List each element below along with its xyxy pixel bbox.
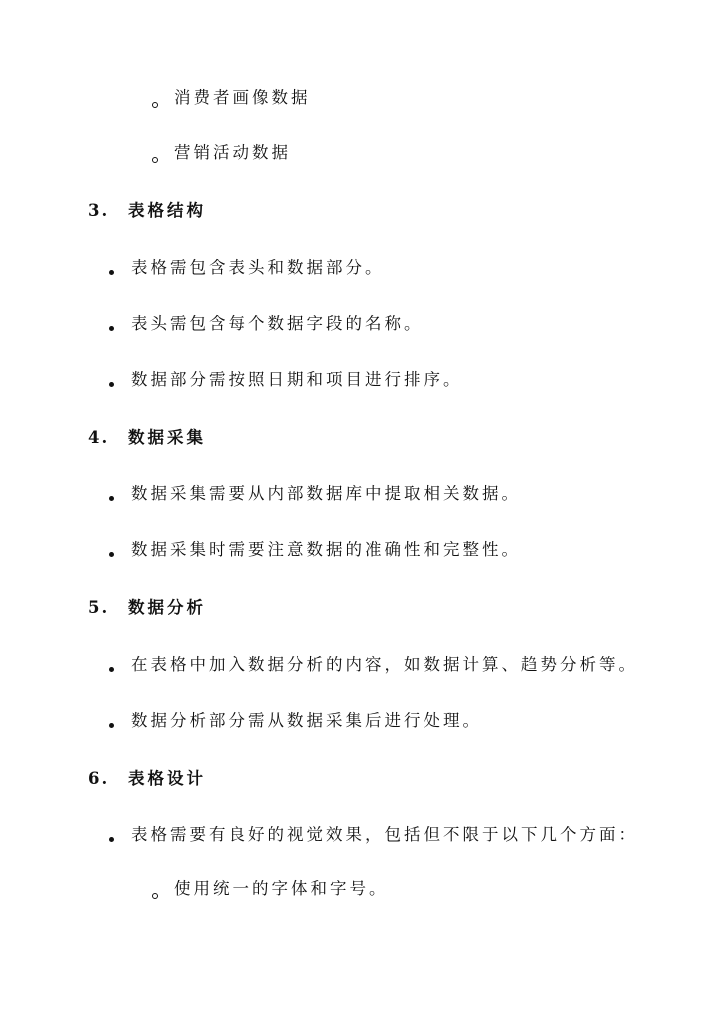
section-heading	[88, 769, 206, 789]
sub-bullet-circle-icon	[152, 102, 158, 108]
section-heading	[88, 428, 206, 448]
list-item: 数据部分需按照日期和项目进行排序。	[131, 370, 463, 389]
section-heading	[88, 598, 206, 618]
sub-list-item: 营销活动数据	[174, 143, 291, 162]
section-number: 4.	[88, 428, 110, 447]
section-number: 6.	[88, 769, 110, 788]
bullet-dot-icon	[109, 723, 114, 728]
section-title: 表格结构	[127, 201, 206, 220]
section-number: 3.	[88, 201, 110, 220]
bullet-dot-icon	[109, 552, 114, 557]
section-number: 5.	[88, 598, 110, 617]
list-item: 数据采集时需要注意数据的准确性和完整性。	[131, 540, 521, 559]
section-heading	[88, 201, 206, 221]
list-item: 数据分析部分需从数据采集后进行处理。	[131, 711, 482, 730]
bullet-dot-icon	[109, 382, 114, 387]
bullet-dot-icon	[109, 667, 114, 672]
list-item: 表格需包含表头和数据部分。	[131, 258, 385, 277]
sub-list-item: 消费者画像数据	[174, 88, 311, 107]
sub-bullet-circle-icon	[152, 893, 158, 899]
list-item: 数据采集需要从内部数据库中提取相关数据。	[131, 484, 521, 503]
sub-list-item: 使用统一的字体和字号。	[174, 879, 389, 898]
list-item: 表头需包含每个数据字段的名称。	[131, 314, 424, 333]
sub-bullet-circle-icon	[152, 157, 158, 163]
section-title: 数据采集	[127, 428, 206, 447]
bullet-dot-icon	[109, 326, 114, 331]
list-item: 在表格中加入数据分析的内容，如数据计算、趋势分析等。	[131, 655, 638, 674]
bullet-dot-icon	[109, 496, 114, 501]
section-title: 表格设计	[127, 769, 206, 788]
bullet-dot-icon	[109, 837, 114, 842]
bullet-dot-icon	[109, 270, 114, 275]
section-title: 数据分析	[127, 598, 206, 617]
list-item: 表格需要有良好的视觉效果，包括但不限于以下几个方面：	[131, 825, 638, 844]
